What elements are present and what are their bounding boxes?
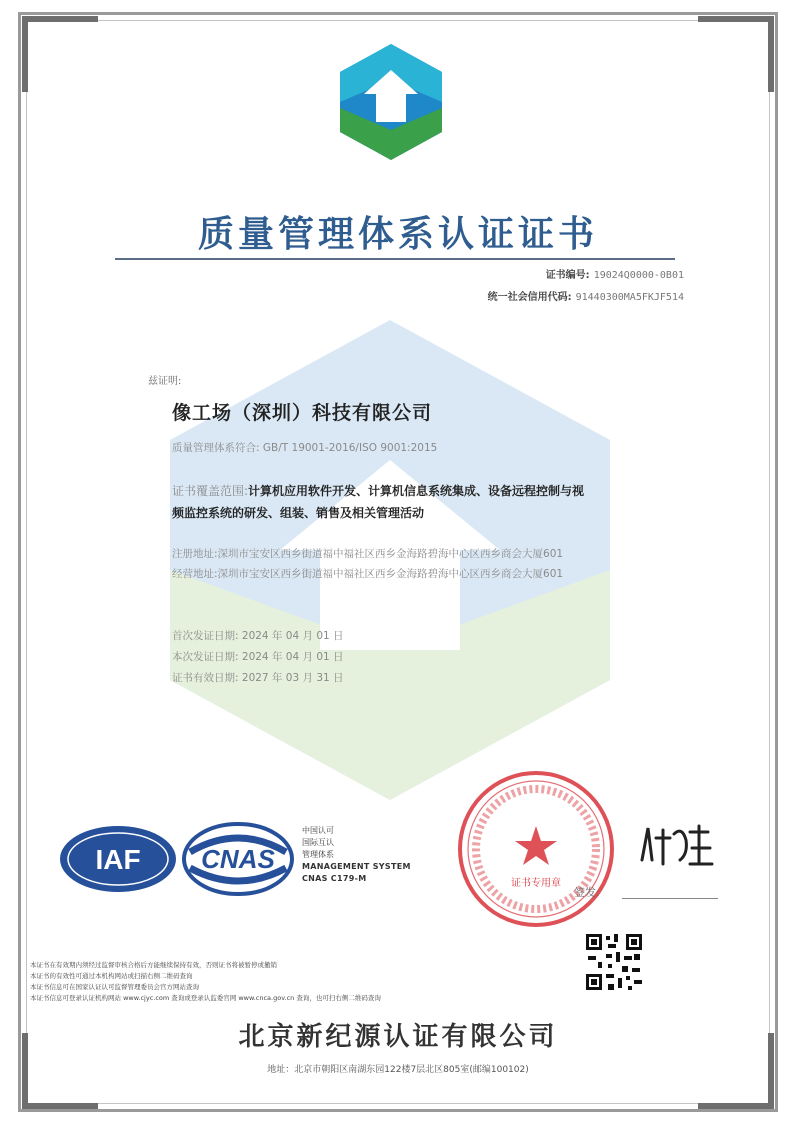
accreditation-cn-line-2: 国际互认	[302, 838, 334, 847]
standard-value: GB/T 19001-2016/ISO 9001:2015	[262, 442, 438, 454]
valid-until-label: 证书有效日期:	[172, 672, 239, 684]
note-line-1: 本证书在有效期内须经过监督审核合格后方能继续保持有效，否则证书将被暂停或撤销	[30, 961, 277, 969]
company-logo-icon	[336, 42, 446, 162]
valid-until-row	[172, 670, 344, 685]
first-issue-row	[172, 628, 344, 643]
operating-address-label: 经营地址:	[172, 568, 218, 580]
cnas-logo-icon	[182, 822, 294, 896]
scope-block	[172, 480, 627, 524]
this-issue-label: 本次发证日期:	[172, 651, 239, 663]
qr-code-icon	[584, 932, 644, 992]
this-issue-row	[172, 649, 344, 664]
cert-number-row	[546, 266, 684, 281]
certificate-title: 质量管理体系认证证书	[197, 213, 598, 255]
first-issue-value: 2024 年 04 月 01 日	[241, 630, 344, 642]
iaf-logo-text: IAF	[95, 844, 141, 875]
accreditation-en-line-2: CNAS C179-M	[302, 874, 367, 883]
scope-line-2: 频监控系统的研发、组装、销售及相关管理活动	[172, 506, 425, 520]
signature-line	[622, 898, 718, 899]
corner-ornament-top-right	[698, 16, 774, 92]
note-line-2: 本证书的有效性可通过本机构网站或扫描右侧二维码查询	[30, 972, 193, 980]
scope-line-1: 计算机应用软件开发、计算机信息系统集成、设备远程控制与视	[248, 484, 585, 498]
accreditation-cn-line-3: 管理体系	[302, 850, 334, 859]
corner-ornament-top-left	[22, 16, 98, 92]
cert-number-label: 证书编号:	[545, 270, 590, 281]
certification-seal-icon	[455, 768, 617, 930]
signature-label: 签发:	[574, 886, 600, 899]
issuer-name: 北京新纪源认证有限公司	[238, 1022, 558, 1052]
accreditation-en-line-1: MANAGEMENT SYSTEM	[302, 862, 411, 871]
operating-address-row	[172, 566, 563, 581]
registered-address-label: 注册地址:	[172, 548, 218, 560]
signature-icon	[636, 820, 716, 870]
certificate-notes	[30, 960, 570, 1004]
credit-code-label: 统一社会信用代码:	[487, 292, 572, 303]
registered-address-value: 深圳市宝安区西乡街道福中福社区西乡金海路碧海中心区西乡商会大厦601	[217, 548, 564, 560]
first-issue-label: 首次发证日期:	[172, 630, 239, 642]
issuer-address: 地址：北京市朝阳区南湖东园122楼7层北区805室(邮编100102)	[267, 1065, 529, 1075]
company-name: 像工场（深圳）科技有限公司	[172, 402, 433, 424]
title-divider	[115, 258, 675, 260]
credit-code-value: 91440300MA5FKJF514	[575, 292, 684, 303]
cnas-logo-text: CNAS	[201, 844, 275, 874]
seal-center-text: 证书专用章	[511, 878, 561, 889]
standard-row	[172, 440, 437, 455]
standard-label: 质量管理体系符合:	[172, 442, 260, 454]
accreditation-text	[302, 825, 411, 885]
iaf-logo-icon	[58, 824, 178, 894]
this-issue-value: 2024 年 04 月 01 日	[241, 651, 344, 663]
credit-code-row	[488, 288, 684, 303]
valid-until-value: 2027 年 03 月 31 日	[241, 672, 344, 684]
cert-number-value: 19024Q0000-0B01	[593, 270, 684, 281]
operating-address-value: 深圳市宝安区西乡街道福中福社区西乡金海路碧海中心区西乡商会大厦601	[217, 568, 564, 580]
note-line-4: 本证书信息可登录认证机构网站 www.cjyc.com 查询或登录认监委官网 www.cnca.gov.cn 查询，也可扫右侧二维码查询	[30, 994, 381, 1002]
registered-address-row	[172, 546, 563, 561]
note-line-3: 本证书信息可在国家认证认可监督管理委员会官方网站查询	[30, 983, 199, 991]
accreditation-cn-line-1: 中国认可	[302, 826, 334, 835]
certified-label: 兹证明:	[148, 376, 182, 387]
scope-label: 证书覆盖范围:	[172, 484, 249, 498]
